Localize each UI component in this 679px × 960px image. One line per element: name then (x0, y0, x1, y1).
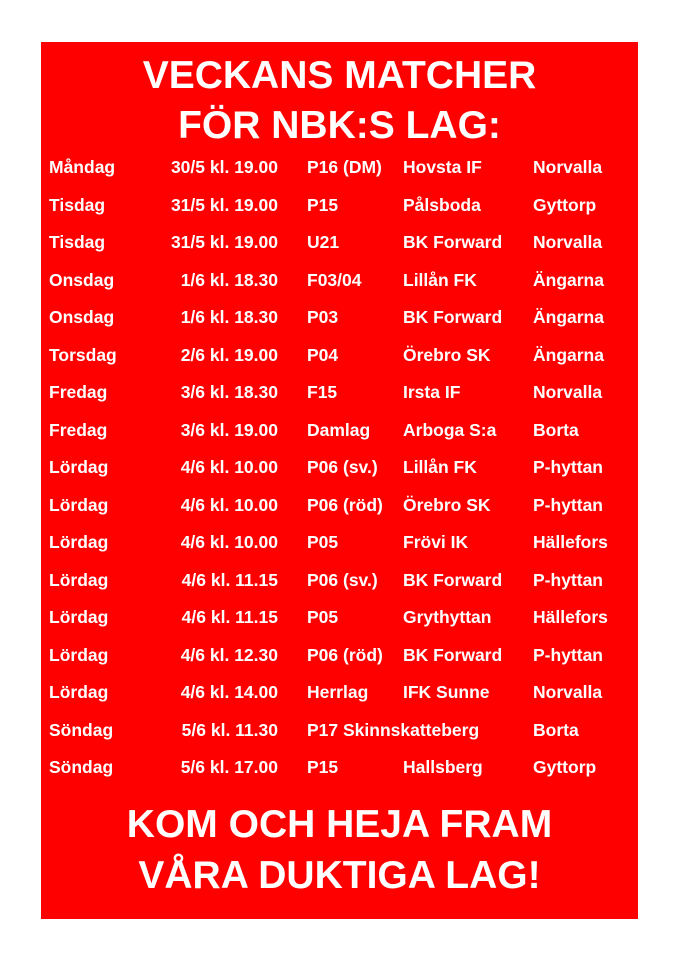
match-row (41, 302, 638, 332)
poster-footer-line1: KOM OCH HEJA FRAM (126, 803, 553, 846)
match-day: Onsdag (49, 307, 115, 327)
match-datetime: 4/6 kl. 11.15 (181, 607, 278, 627)
match-opponent: BK Forward (403, 644, 503, 665)
match-datetime: 31/5 kl. 19.00 (170, 194, 278, 215)
match-opponent: Grythyttan (403, 607, 492, 627)
match-datetime: 4/6 kl. 11.15 (181, 569, 278, 590)
match-row (41, 227, 638, 257)
match-day: Söndag (49, 757, 114, 777)
match-venue: Borta (533, 719, 579, 740)
match-team: U21 (307, 232, 340, 252)
match-day: Lördag (49, 457, 109, 477)
match-row (41, 377, 638, 407)
match-team: P06 (sv.) (307, 569, 378, 590)
match-opponent: Arboga S:a (403, 419, 497, 440)
match-venue: Hällefors (533, 607, 608, 627)
match-venue: Ängarna (533, 307, 604, 327)
match-opponent: Lillån FK (403, 457, 477, 477)
match-opponent: IFK Sunne (403, 682, 490, 702)
match-day: Lördag (49, 644, 109, 665)
match-day: Lördag (49, 607, 109, 627)
match-opponent: BK Forward (403, 307, 503, 327)
match-datetime: 4/6 kl. 10.00 (180, 532, 278, 552)
match-row (41, 452, 638, 482)
match-team: P15 (307, 757, 339, 777)
match-team: F03/04 (307, 269, 362, 290)
match-opponent: Frövi IK (403, 532, 469, 552)
poster-title-line2: FÖR NBK:S LAG: (178, 104, 501, 147)
match-row (41, 490, 638, 520)
match-row (41, 190, 638, 220)
match-datetime: 1/6 kl. 18.30 (180, 269, 278, 290)
match-team: P06 (röd) (307, 494, 383, 515)
match-venue: Ängarna (533, 269, 604, 290)
match-opponent: Örebro SK (403, 344, 491, 365)
match-day: Torsdag (49, 344, 117, 365)
match-row (41, 677, 638, 707)
match-venue: Norvalla (533, 157, 603, 177)
match-day: Tisdag (49, 232, 106, 252)
match-opponent: Hovsta IF (403, 157, 482, 177)
match-venue: P-hyttan (533, 494, 603, 515)
match-team: P15 (307, 194, 339, 215)
poster-footer-line2: VÅRA DUKTIGA LAG! (138, 854, 541, 897)
match-venue: Gyttorp (533, 757, 597, 777)
match-opponent: Lillån FK (403, 269, 477, 290)
match-datetime: 31/5 kl. 19.00 (170, 232, 278, 252)
match-day: Lördag (49, 532, 109, 552)
match-day: Fredag (49, 419, 108, 440)
match-row (41, 565, 638, 595)
match-datetime: 2/6 kl. 19.00 (180, 344, 278, 365)
match-team: P03 (307, 307, 339, 327)
match-opponent: Hallsberg (403, 757, 483, 777)
match-venue: Norvalla (533, 682, 603, 702)
match-day: Tisdag (49, 194, 106, 215)
match-datetime: 5/6 kl. 11.30 (181, 719, 278, 740)
match-venue: P-hyttan (533, 457, 603, 477)
match-row (41, 415, 638, 445)
match-row (41, 340, 638, 370)
match-venue: Borta (533, 419, 579, 440)
match-datetime: 4/6 kl. 14.00 (180, 682, 278, 702)
poster (41, 42, 638, 919)
match-team: P06 (röd) (307, 644, 383, 665)
match-team: Damlag (307, 419, 371, 440)
match-team: P16 (DM) (307, 157, 382, 177)
match-venue: Norvalla (533, 232, 603, 252)
match-datetime: 4/6 kl. 10.00 (180, 494, 278, 515)
match-row (41, 527, 638, 557)
match-row (41, 752, 638, 782)
match-datetime: 5/6 kl. 17.00 (180, 757, 278, 777)
poster-title-line1: VECKANS MATCHER (142, 54, 537, 97)
match-datetime: 3/6 kl. 19.00 (180, 419, 278, 440)
match-opponent: BK Forward (403, 232, 503, 252)
match-venue: P-hyttan (533, 644, 603, 665)
match-team: P05 (307, 607, 339, 627)
match-team: P04 (307, 344, 339, 365)
match-venue: Norvalla (533, 382, 603, 402)
match-day: Onsdag (49, 269, 115, 290)
match-team: Herrlag (307, 682, 369, 702)
match-day: Lördag (49, 569, 109, 590)
match-row (41, 602, 638, 632)
match-day: Lördag (49, 494, 109, 515)
match-day: Söndag (49, 719, 114, 740)
match-venue: Ängarna (533, 344, 604, 365)
match-team: P17 Skinnskatteberg (307, 719, 480, 740)
match-venue: Gyttorp (533, 194, 597, 215)
match-datetime: 1/6 kl. 18.30 (180, 307, 278, 327)
match-team: P05 (307, 532, 339, 552)
match-day: Måndag (49, 157, 116, 177)
match-opponent: Örebro SK (403, 494, 491, 515)
match-opponent: BK Forward (403, 569, 503, 590)
match-day: Fredag (49, 382, 108, 402)
match-team: P06 (sv.) (307, 457, 378, 477)
match-venue: Hällefors (533, 532, 608, 552)
match-venue: P-hyttan (533, 569, 603, 590)
match-opponent: Pålsboda (403, 194, 481, 215)
match-row (41, 715, 638, 745)
match-datetime: 4/6 kl. 10.00 (180, 457, 278, 477)
match-row (41, 265, 638, 295)
match-datetime: 4/6 kl. 12.30 (180, 644, 278, 665)
match-row (41, 152, 638, 182)
match-row (41, 640, 638, 670)
match-datetime: 3/6 kl. 18.30 (180, 382, 278, 402)
match-opponent: Irsta IF (403, 382, 461, 402)
match-datetime: 30/5 kl. 19.00 (170, 157, 278, 177)
match-day: Lördag (49, 682, 109, 702)
match-team: F15 (307, 382, 338, 402)
